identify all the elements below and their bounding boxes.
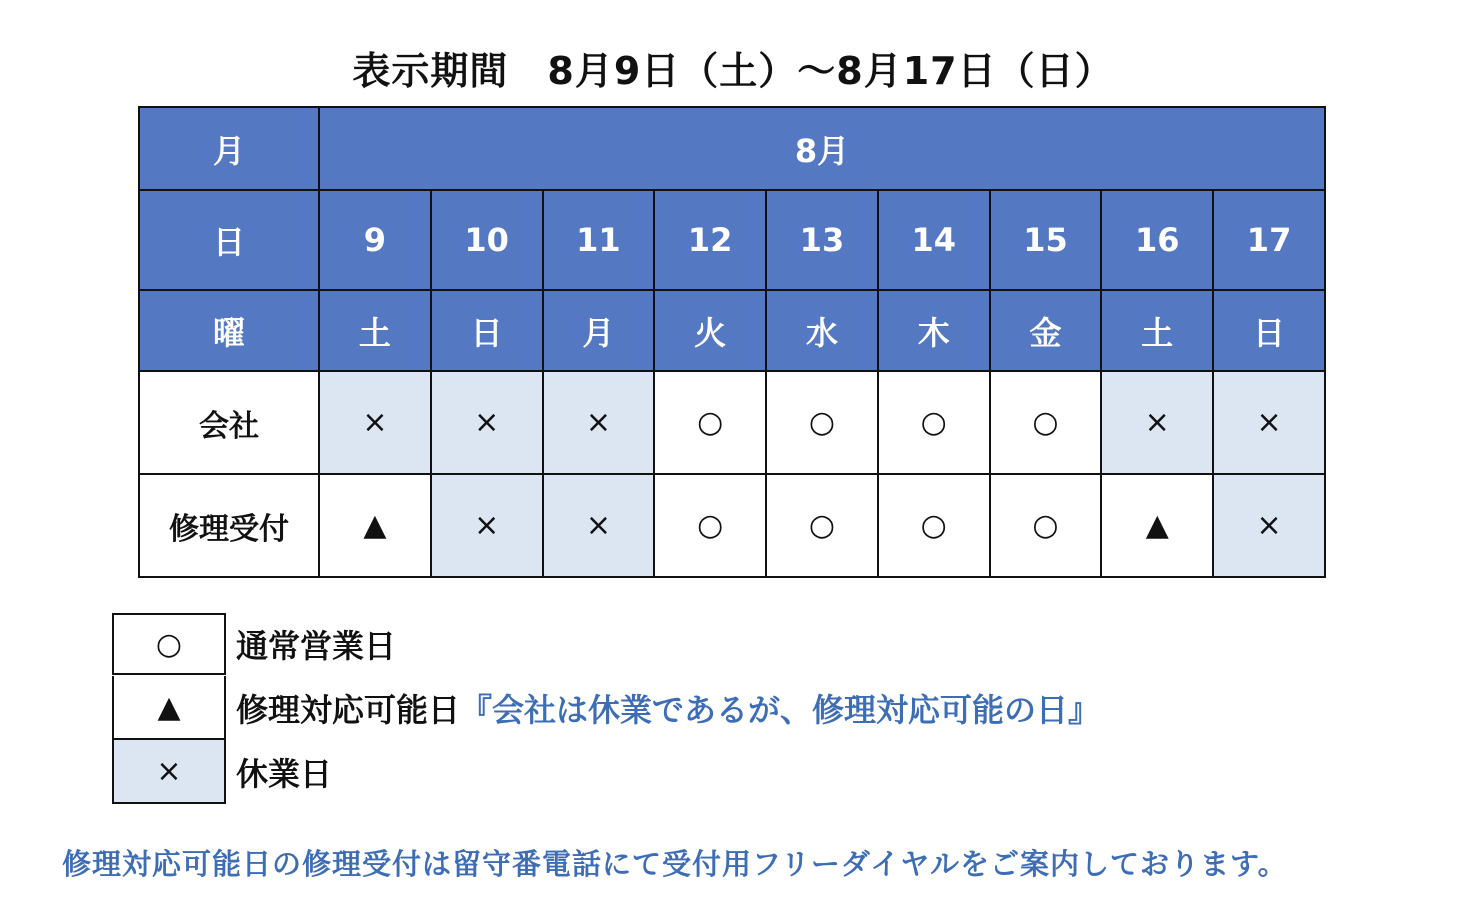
legend-repair-label: 修理対応可能日 <box>236 691 461 729</box>
weekday-cell: 月 <box>543 290 655 371</box>
legend-repair-symbol: ▲ <box>112 676 226 740</box>
day-cell: 11 <box>543 190 655 290</box>
company-status-cell: × <box>1213 371 1325 474</box>
repair-status-cell: ▲ <box>1101 474 1213 577</box>
company-row <box>139 371 1325 474</box>
day-cell: 13 <box>766 190 878 290</box>
weekday-cell: 木 <box>878 290 990 371</box>
month-label: 月 <box>139 107 319 190</box>
footer-note: 修理対応可能日の修理受付は留守番電話にて受付用フリーダイヤルをご案内しております。 <box>62 847 1288 881</box>
repair-status-cell: ○ <box>878 474 990 577</box>
legend <box>112 612 1100 804</box>
weekday-cell: 土 <box>1101 290 1213 371</box>
weekday-cell: 日 <box>431 290 543 371</box>
company-status-cell: × <box>1101 371 1213 474</box>
company-status-cell: ○ <box>878 371 990 474</box>
month-row <box>139 107 1325 190</box>
day-label: 日 <box>139 190 319 290</box>
repair-row <box>139 474 1325 577</box>
weekday-cell: 日 <box>1213 290 1325 371</box>
day-cell: 9 <box>319 190 431 290</box>
weekday-label: 曜 <box>139 290 319 371</box>
repair-status-cell: ○ <box>766 474 878 577</box>
legend-repair <box>112 676 1100 740</box>
day-cell: 14 <box>878 190 990 290</box>
legend-closed <box>112 740 1100 804</box>
weekday-cell: 金 <box>990 290 1102 371</box>
legend-open <box>112 612 1100 676</box>
company-status-cell: ○ <box>990 371 1102 474</box>
page-title: 表示期間 8月9日（土）～8月17日（日） <box>352 49 1114 93</box>
day-row <box>139 190 1325 290</box>
legend-open-symbol: ○ <box>112 613 226 675</box>
repair-status-cell: × <box>1213 474 1325 577</box>
legend-closed-symbol: × <box>112 740 226 804</box>
repair-status-cell: × <box>543 474 655 577</box>
schedule-table <box>138 106 1326 578</box>
weekday-cell: 火 <box>654 290 766 371</box>
company-label: 会社 <box>139 371 319 474</box>
legend-repair-note: 『会社は休業であるが、修理対応可能の日』 <box>460 691 1101 729</box>
day-cell: 12 <box>654 190 766 290</box>
day-cell: 17 <box>1213 190 1325 290</box>
repair-label: 修理受付 <box>139 474 319 577</box>
day-cell: 15 <box>990 190 1102 290</box>
legend-repair-text <box>236 685 1100 731</box>
repair-status-cell: ○ <box>990 474 1102 577</box>
weekday-row <box>139 290 1325 371</box>
month-value: 8月 <box>319 107 1325 190</box>
repair-status-cell: × <box>431 474 543 577</box>
weekday-cell: 水 <box>766 290 878 371</box>
day-cell: 16 <box>1101 190 1213 290</box>
repair-status-cell: ○ <box>654 474 766 577</box>
weekday-cell: 土 <box>319 290 431 371</box>
repair-status-cell: ▲ <box>319 474 431 577</box>
legend-closed-label: 休業日 <box>236 755 333 793</box>
company-status-cell: × <box>319 371 431 474</box>
company-status-cell: ○ <box>654 371 766 474</box>
company-status-cell: × <box>543 371 655 474</box>
company-status-cell: × <box>431 371 543 474</box>
legend-open-label: 通常営業日 <box>236 627 397 665</box>
day-cell: 10 <box>431 190 543 290</box>
company-status-cell: ○ <box>766 371 878 474</box>
